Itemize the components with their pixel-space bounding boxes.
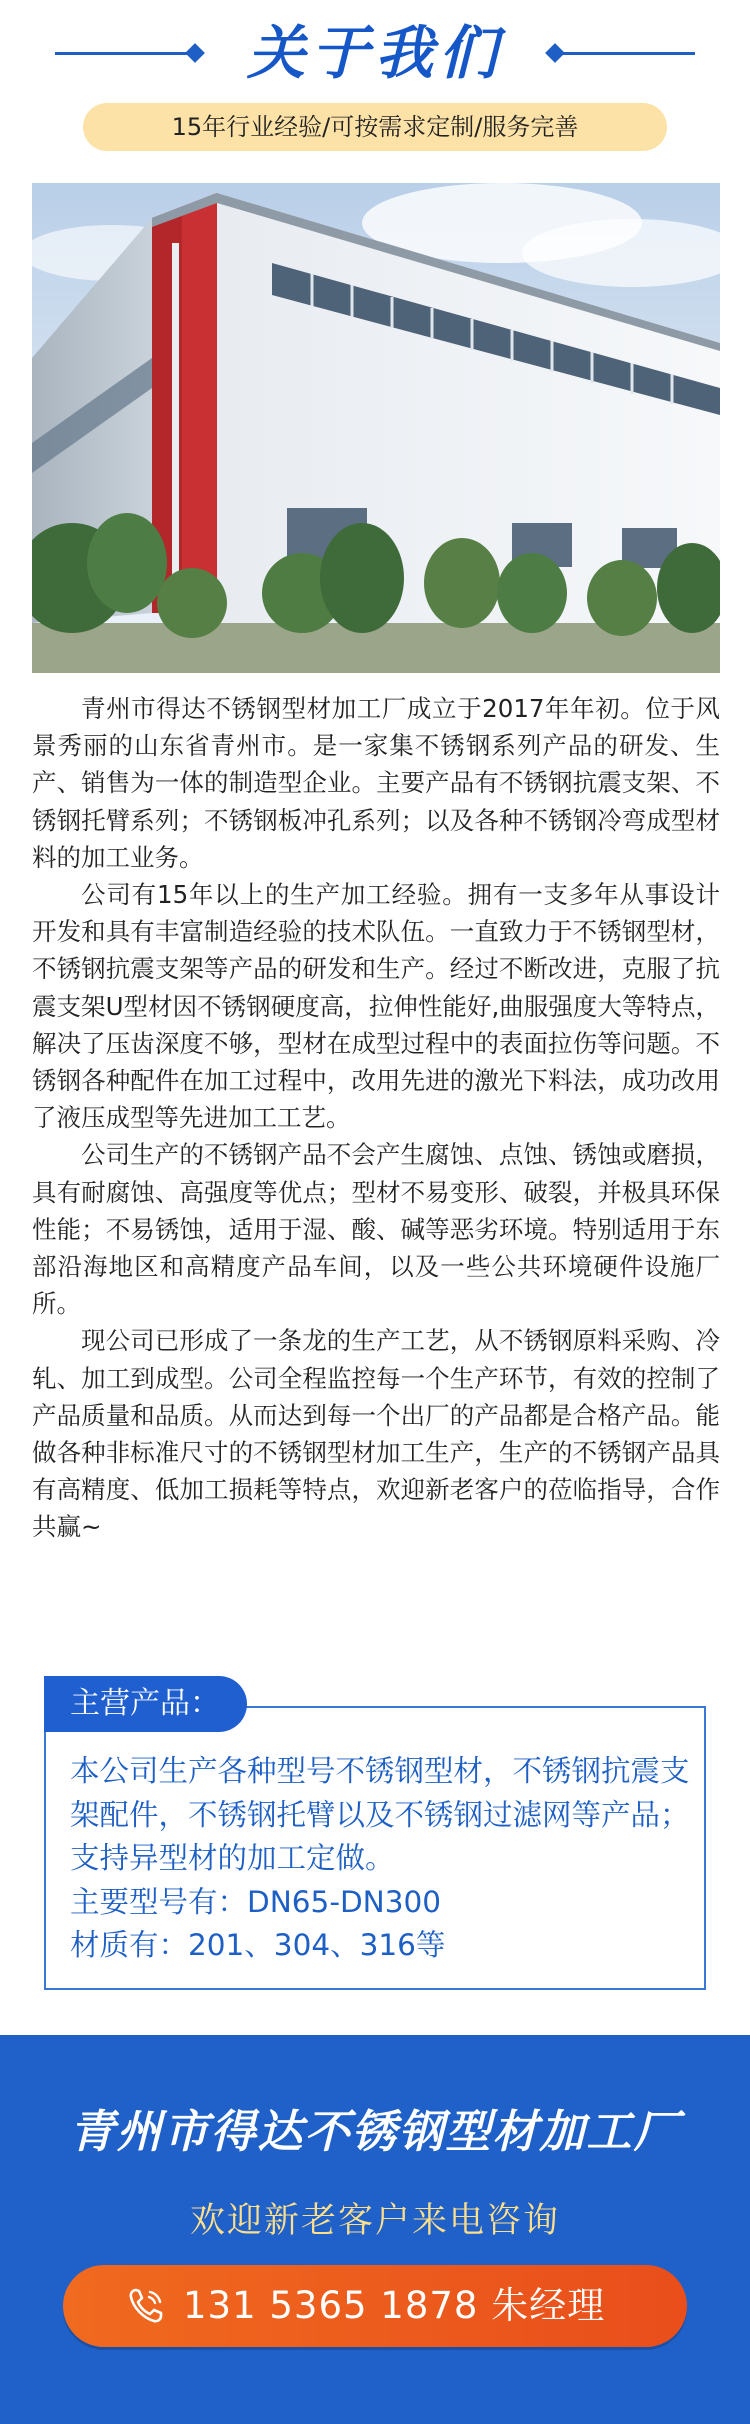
- contact-footer: [0, 2035, 750, 2424]
- subtitle-badge: 15年行业经验/可按需求定制/服务完善: [83, 103, 667, 151]
- title-row: [0, 18, 750, 88]
- phone-icon: [123, 2283, 169, 2329]
- intro-paragraph: 现公司已形成了一条龙的生产工艺，从不锈钢原料采购、冷轧、加工到成型。公司全程监控每一个生产环节，有效的控制了产品质量和品质。从而达到每一个出厂的产品都是合格产品。能做各种非标准尺寸的不锈钢型材加工生产，生产的不锈钢产品具有高精度、低加工损耗等特点，欢迎新老客户的莅临指导，合作共赢~: [32, 1326, 720, 1542]
- page-title: 关于我们: [246, 19, 503, 87]
- intro-paragraph: 青州市得达不锈钢型材加工厂成立于2017年年初。位于风景秀丽的山东省青州市。是一家集不锈钢系列产品的研发、生产、销售为一体的制造型企业。主要产品有不锈钢抗震支架、不锈钢托臂系列；不锈钢板冲孔系列；以及各种不锈钢冷弯成型材料的加工业务。: [32, 694, 720, 872]
- intro-paragraph: 公司生产的不锈钢产品不会产生腐蚀、点蚀、锈蚀或磨损，具有耐腐蚀、高强度等优点；型材不易变形、破裂，并极具环保性能；不易锈蚀，适用于湿、酸、碱等恶劣环境。特别适用于东部沿海地区和高精度产品车间，以及一些公共环境硬件设施厂所。: [32, 1140, 720, 1319]
- phone-call-button[interactable]: [63, 2265, 687, 2347]
- factory-photo: [32, 183, 720, 673]
- main-products-tab: 主营产品：: [44, 1676, 247, 1732]
- products-models: 主要型号有：DN65-DN300: [70, 1884, 442, 1919]
- company-name: 青州市得达不锈钢型材加工厂: [69, 2105, 681, 2158]
- phone-number[interactable]: 131 5365 1878 朱经理: [183, 2284, 606, 2327]
- title-divider-right: [555, 52, 695, 55]
- main-products-body: [70, 1750, 692, 1968]
- main-products-section: [44, 1670, 706, 1990]
- products-description: 本公司生产各种型号不锈钢型材，不锈钢抗震支架配件，不锈钢托臂以及不锈钢过滤网等产品；支持异型材的加工定做。: [70, 1754, 690, 1875]
- contact-slogan: 欢迎新老客户来电咨询: [189, 2201, 560, 2241]
- about-header: [0, 0, 750, 170]
- products-materials: 材质有：201、304、316等: [70, 1928, 446, 1962]
- intro-paragraph: 公司有15年以上的生产加工经验。拥有一支多年从事设计开发和具有丰富制造经验的技术队伍。一直致力于不锈钢型材，不锈钢抗震支架等产品的研发和生产。经过不断改进，克服了抗震支架U型材因不锈钢硬度高，拉伸性能好,曲服强度大等特点，解决了压齿深度不够，型材在成型过程中的表面拉伤等问题。不锈钢各种配件在加工过程中，改用先进的激光下料法，成功改用了液压成型等先进加工工艺。: [32, 880, 720, 1133]
- factory-building-image: [32, 183, 720, 673]
- company-intro: [32, 690, 720, 1546]
